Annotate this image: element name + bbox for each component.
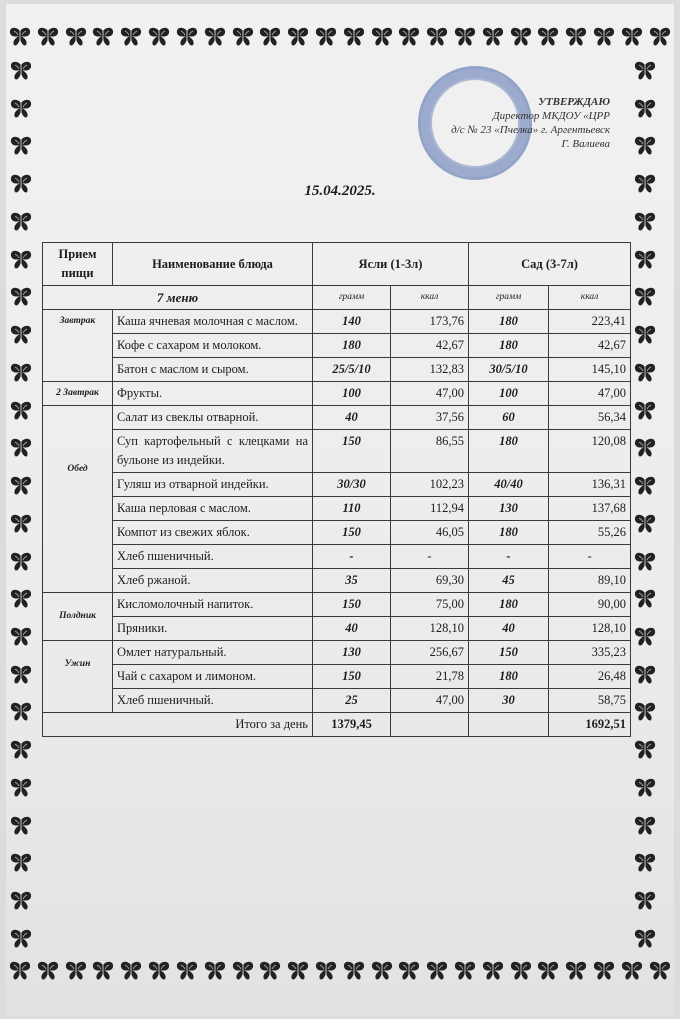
butterfly-icon — [286, 26, 310, 48]
butterfly-icon — [9, 135, 33, 157]
meal-dinner: Ужин — [43, 641, 113, 713]
butterfly-icon — [633, 211, 657, 233]
kcal-sad: 26,48 — [549, 665, 631, 689]
approval-block — [400, 95, 610, 151]
table-row — [43, 689, 631, 713]
kcal-yasli: - — [391, 545, 469, 569]
butterfly-icon — [564, 26, 588, 48]
gram-sad: - — [469, 545, 549, 569]
subheader-kcal-yasli: ккал — [391, 286, 469, 310]
kcal-yasli: 86,55 — [391, 430, 469, 473]
butterfly-icon — [481, 960, 505, 982]
gram-yasli: 140 — [313, 310, 391, 334]
butterfly-icon — [8, 960, 32, 982]
table-row — [43, 545, 631, 569]
butterfly-icon — [9, 475, 33, 497]
kcal-sad: 145,10 — [549, 358, 631, 382]
total-spacer — [391, 713, 469, 737]
butterfly-icon — [633, 551, 657, 573]
butterfly-icon — [592, 26, 616, 48]
butterfly-icon — [9, 928, 33, 950]
gram-sad: 30/5/10 — [469, 358, 549, 382]
butterfly-icon — [36, 960, 60, 982]
butterfly-icon — [633, 98, 657, 120]
dish-name: Омлет натуральный. — [113, 641, 313, 665]
butterfly-icon — [9, 437, 33, 459]
gram-yasli: 110 — [313, 497, 391, 521]
butterfly-icon — [9, 739, 33, 761]
kcal-yasli: 256,67 — [391, 641, 469, 665]
table-row — [43, 406, 631, 430]
butterfly-icon — [370, 26, 394, 48]
butterfly-icon — [342, 26, 366, 48]
table-row — [43, 473, 631, 497]
dish-name: Кофе с сахаром и молоком. — [113, 334, 313, 358]
dish-name: Суп картофельный с клецками на бульоне из индейки. — [113, 430, 313, 473]
gram-sad: 180 — [469, 310, 549, 334]
gram-yasli: 25/5/10 — [313, 358, 391, 382]
kcal-yasli: 47,00 — [391, 382, 469, 406]
butterfly-icon — [286, 960, 310, 982]
gram-sad: 100 — [469, 382, 549, 406]
table-row — [43, 617, 631, 641]
gram-sad: 150 — [469, 641, 549, 665]
gram-sad: 180 — [469, 593, 549, 617]
butterfly-icon — [633, 60, 657, 82]
table-row — [43, 641, 631, 665]
approval-org: д/с № 23 «Пчелка» г. Аргентьевск — [451, 124, 610, 136]
kcal-sad: 335,23 — [549, 641, 631, 665]
butterfly-icon — [203, 26, 227, 48]
header-yasli: Ясли (1-3л) — [313, 243, 469, 286]
meal-snack: Полдник — [43, 593, 113, 641]
butterfly-icon — [633, 513, 657, 535]
butterfly-icon — [314, 26, 338, 48]
kcal-sad: 137,68 — [549, 497, 631, 521]
butterfly-icon — [9, 324, 33, 346]
gram-yasli: 150 — [313, 430, 391, 473]
dish-name: Каша перловая с маслом. — [113, 497, 313, 521]
kcal-sad: 58,75 — [549, 689, 631, 713]
dish-name: Хлеб пшеничный. — [113, 689, 313, 713]
table-row — [43, 382, 631, 406]
kcal-yasli: 75,00 — [391, 593, 469, 617]
approval-signer: Г. Валиева — [561, 138, 610, 150]
butterfly-icon — [9, 626, 33, 648]
butterfly-icon — [633, 588, 657, 610]
dish-name: Компот из свежих яблок. — [113, 521, 313, 545]
butterfly-icon — [9, 400, 33, 422]
kcal-sad: 55,26 — [549, 521, 631, 545]
dish-name: Батон с маслом и сыром. — [113, 358, 313, 382]
butterfly-icon — [147, 960, 171, 982]
butterfly-icon — [258, 26, 282, 48]
meal-breakfast: Завтрак — [43, 310, 113, 382]
butterfly-icon — [9, 211, 33, 233]
gram-yasli: 35 — [313, 569, 391, 593]
menu-number: 7 меню — [43, 286, 313, 310]
butterfly-icon — [633, 890, 657, 912]
gram-yasli: 40 — [313, 617, 391, 641]
table-row — [43, 569, 631, 593]
butterfly-border-top — [8, 24, 672, 50]
butterfly-icon — [633, 852, 657, 874]
gram-yasli: 25 — [313, 689, 391, 713]
butterfly-icon — [9, 852, 33, 874]
table-row — [43, 310, 631, 334]
butterfly-icon — [9, 173, 33, 195]
butterfly-icon — [91, 26, 115, 48]
gram-sad: 130 — [469, 497, 549, 521]
kcal-sad: 90,00 — [549, 593, 631, 617]
butterfly-icon — [633, 739, 657, 761]
kcal-sad: 56,34 — [549, 406, 631, 430]
total-yasli: 1379,45 — [313, 713, 391, 737]
dish-name: Кисломолочный напиток. — [113, 593, 313, 617]
menu-date: 15.04.2025. — [304, 183, 376, 199]
kcal-yasli: 69,30 — [391, 569, 469, 593]
kcal-sad: 223,41 — [549, 310, 631, 334]
table-header-row — [43, 243, 631, 286]
kcal-sad: 42,67 — [549, 334, 631, 358]
gram-sad: 30 — [469, 689, 549, 713]
butterfly-icon — [453, 26, 477, 48]
kcal-yasli: 132,83 — [391, 358, 469, 382]
butterfly-icon — [633, 664, 657, 686]
butterfly-icon — [592, 960, 616, 982]
butterfly-border-bottom — [8, 958, 672, 984]
butterfly-icon — [633, 815, 657, 837]
header-meal: Прием пищи — [43, 243, 113, 286]
butterfly-icon — [147, 26, 171, 48]
butterfly-icon — [342, 960, 366, 982]
gram-sad: 180 — [469, 334, 549, 358]
butterfly-icon — [314, 960, 338, 982]
butterfly-icon — [633, 400, 657, 422]
butterfly-icon — [119, 960, 143, 982]
gram-sad: 180 — [469, 521, 549, 545]
table-row — [43, 334, 631, 358]
header-sad: Сад (3-7л) — [469, 243, 631, 286]
butterfly-icon — [564, 960, 588, 982]
approval-position: Директор МКДОУ «ЦРР — [492, 110, 610, 122]
kcal-yasli: 128,10 — [391, 617, 469, 641]
subheader-gram-sad: грамм — [469, 286, 549, 310]
subheader-kcal-sad: ккал — [549, 286, 631, 310]
gram-yasli: 150 — [313, 665, 391, 689]
kcal-sad: 47,00 — [549, 382, 631, 406]
butterfly-icon — [397, 26, 421, 48]
kcal-sad: 89,10 — [549, 569, 631, 593]
dish-name: Чай с сахаром и лимоном. — [113, 665, 313, 689]
gram-sad: 40/40 — [469, 473, 549, 497]
butterfly-icon — [36, 26, 60, 48]
butterfly-icon — [481, 26, 505, 48]
butterfly-icon — [620, 26, 644, 48]
total-sad: 1692,51 — [549, 713, 631, 737]
kcal-yasli: 47,00 — [391, 689, 469, 713]
kcal-sad: - — [549, 545, 631, 569]
table-row — [43, 358, 631, 382]
menu-table — [42, 242, 631, 737]
butterfly-icon — [425, 26, 449, 48]
butterfly-border-right — [630, 60, 660, 950]
butterfly-icon — [633, 437, 657, 459]
kcal-yasli: 173,76 — [391, 310, 469, 334]
gram-yasli: 30/30 — [313, 473, 391, 497]
butterfly-icon — [509, 960, 533, 982]
header-dish: Наименование блюда — [113, 243, 313, 286]
kcal-yasli: 21,78 — [391, 665, 469, 689]
kcal-yasli: 46,05 — [391, 521, 469, 545]
butterfly-icon — [633, 286, 657, 308]
butterfly-icon — [203, 960, 227, 982]
butterfly-icon — [9, 890, 33, 912]
butterfly-icon — [633, 173, 657, 195]
butterfly-icon — [64, 960, 88, 982]
butterfly-icon — [9, 362, 33, 384]
butterfly-icon — [9, 664, 33, 686]
table-subheader-row — [43, 286, 631, 310]
butterfly-icon — [175, 26, 199, 48]
table-row — [43, 593, 631, 617]
gram-sad: 45 — [469, 569, 549, 593]
butterfly-icon — [175, 960, 199, 982]
dish-name: Фрукты. — [113, 382, 313, 406]
kcal-sad: 120,08 — [549, 430, 631, 473]
kcal-sad: 136,31 — [549, 473, 631, 497]
gram-yasli: 40 — [313, 406, 391, 430]
butterfly-icon — [64, 26, 88, 48]
butterfly-icon — [648, 960, 672, 982]
butterfly-icon — [231, 960, 255, 982]
table-row — [43, 521, 631, 545]
dish-name: Хлеб пшеничный. — [113, 545, 313, 569]
butterfly-icon — [509, 26, 533, 48]
butterfly-icon — [453, 960, 477, 982]
meal-lunch: Обед — [43, 406, 113, 593]
table-row — [43, 497, 631, 521]
butterfly-icon — [9, 701, 33, 723]
butterfly-icon — [258, 960, 282, 982]
dish-name: Каша ячневая молочная с маслом. — [113, 310, 313, 334]
kcal-yasli: 42,67 — [391, 334, 469, 358]
butterfly-icon — [633, 135, 657, 157]
butterfly-icon — [9, 513, 33, 535]
gram-yasli: - — [313, 545, 391, 569]
kcal-sad: 128,10 — [549, 617, 631, 641]
kcal-yasli: 102,23 — [391, 473, 469, 497]
gram-sad: 40 — [469, 617, 549, 641]
meal-breakfast-2: 2 Завтрак — [43, 382, 113, 406]
table-row — [43, 430, 631, 473]
butterfly-icon — [119, 26, 143, 48]
butterfly-icon — [9, 60, 33, 82]
dish-name: Хлеб ржаной. — [113, 569, 313, 593]
butterfly-icon — [633, 701, 657, 723]
total-row — [43, 713, 631, 737]
butterfly-icon — [633, 777, 657, 799]
butterfly-icon — [633, 324, 657, 346]
butterfly-icon — [536, 960, 560, 982]
butterfly-icon — [9, 286, 33, 308]
butterfly-icon — [633, 362, 657, 384]
butterfly-icon — [370, 960, 394, 982]
gram-yasli: 150 — [313, 593, 391, 617]
butterfly-icon — [620, 960, 644, 982]
total-label: Итого за день — [43, 713, 313, 737]
butterfly-icon — [648, 26, 672, 48]
butterfly-icon — [8, 26, 32, 48]
butterfly-icon — [425, 960, 449, 982]
approval-title: УТВЕРЖДАЮ — [538, 96, 610, 108]
butterfly-icon — [9, 815, 33, 837]
butterfly-icon — [9, 98, 33, 120]
gram-yasli: 150 — [313, 521, 391, 545]
butterfly-icon — [9, 588, 33, 610]
butterfly-icon — [9, 249, 33, 271]
gram-sad: 180 — [469, 430, 549, 473]
butterfly-icon — [9, 777, 33, 799]
gram-yasli: 100 — [313, 382, 391, 406]
kcal-yasli: 37,56 — [391, 406, 469, 430]
subheader-gram-yasli: грамм — [313, 286, 391, 310]
butterfly-border-left — [6, 60, 36, 950]
gram-sad: 180 — [469, 665, 549, 689]
butterfly-icon — [633, 626, 657, 648]
kcal-yasli: 112,94 — [391, 497, 469, 521]
butterfly-icon — [633, 249, 657, 271]
butterfly-icon — [9, 551, 33, 573]
dish-name: Гуляш из отварной индейки. — [113, 473, 313, 497]
table-row — [43, 665, 631, 689]
gram-yasli: 180 — [313, 334, 391, 358]
total-spacer — [469, 713, 549, 737]
dish-name: Пряники. — [113, 617, 313, 641]
butterfly-icon — [397, 960, 421, 982]
dish-name: Салат из свеклы отварной. — [113, 406, 313, 430]
butterfly-icon — [231, 26, 255, 48]
butterfly-icon — [633, 928, 657, 950]
butterfly-icon — [633, 475, 657, 497]
butterfly-icon — [536, 26, 560, 48]
gram-sad: 60 — [469, 406, 549, 430]
butterfly-icon — [91, 960, 115, 982]
gram-yasli: 130 — [313, 641, 391, 665]
